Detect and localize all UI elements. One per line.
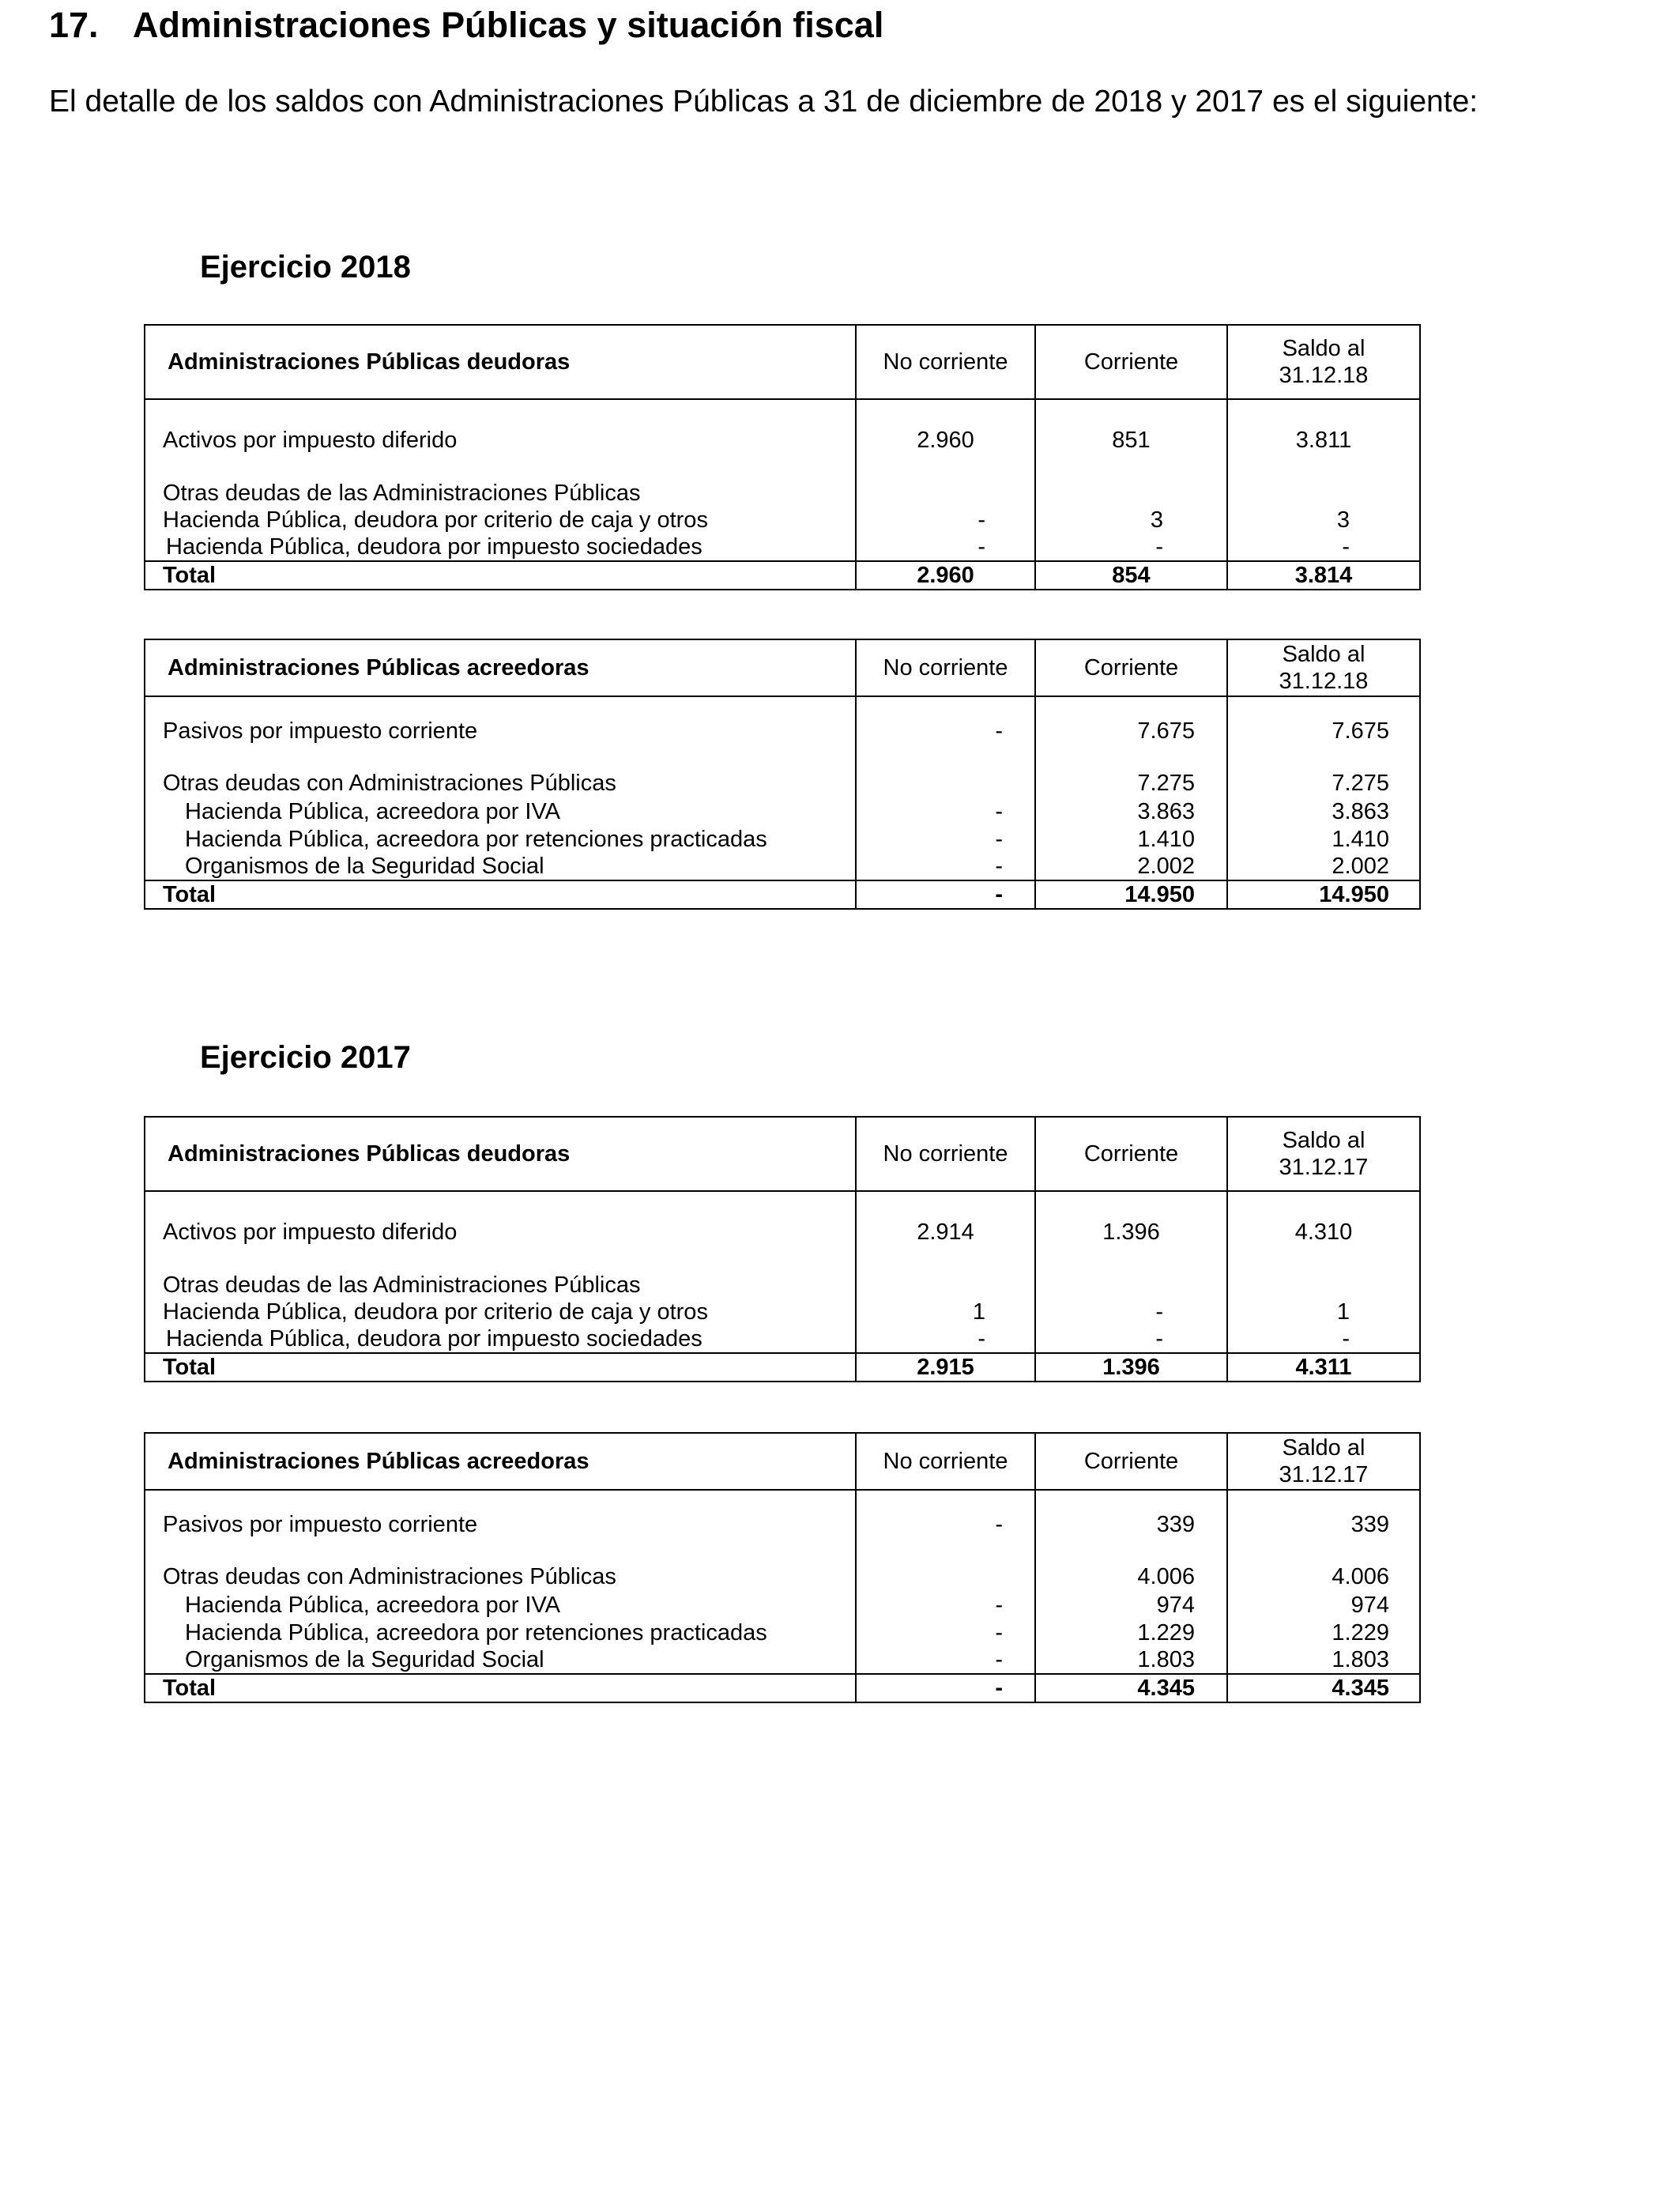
table-deudoras-2018	[144, 324, 1421, 590]
cell-saldo: 7.275	[1227, 769, 1420, 797]
table-row	[145, 533, 1420, 561]
cell-no-corriente: -	[856, 1325, 1035, 1353]
row-label: Pasivos por impuesto corriente	[145, 1502, 856, 1547]
total-row	[145, 561, 1420, 590]
cell-saldo: 2.002	[1227, 853, 1420, 880]
cell-no-corriente: 2.960	[856, 417, 1035, 464]
section-title-text: Administraciones Públicas y situación fiscal	[133, 5, 884, 45]
cell-no-corriente: -	[856, 1591, 1035, 1619]
table-row	[145, 797, 1420, 825]
cell-saldo: 3.811	[1227, 417, 1420, 464]
row-label: Hacienda Pública, acreedora por IVA	[145, 797, 856, 825]
col-header-label: Administraciones Públicas deudoras	[145, 325, 856, 399]
row-label: Total	[145, 1674, 856, 1702]
cell-corriente: 1.803	[1035, 1646, 1227, 1674]
cell-no-corriente: -	[856, 825, 1035, 853]
col-header-no-corriente: No corriente	[856, 1117, 1035, 1191]
section-title	[49, 0, 883, 51]
cell-saldo: -	[1227, 533, 1420, 561]
saldo-line-2: 31.12.18	[1279, 363, 1369, 388]
cell-no-corriente: -	[856, 880, 1035, 909]
cell-no-corriente: -	[856, 1619, 1035, 1646]
table-row	[145, 480, 1420, 507]
cell-corriente: -	[1035, 533, 1227, 561]
table-row	[145, 825, 1420, 853]
col-header-saldo	[1227, 325, 1420, 399]
row-label: Organismos de la Seguridad Social	[145, 853, 856, 880]
row-label: Otras deudas de las Administraciones Públicas	[145, 480, 856, 507]
cell-saldo: 3.814	[1227, 561, 1420, 590]
row-label: Otras deudas con Administraciones Públicas	[145, 769, 856, 797]
cell-no-corriente: 2.960	[856, 561, 1035, 590]
col-header-label: Administraciones Públicas deudoras	[145, 1117, 856, 1191]
saldo-line-1: Saldo al	[1282, 336, 1365, 361]
row-label: Hacienda Pública, deudora por impuesto sociedades	[145, 533, 856, 561]
cell-saldo: 4.310	[1227, 1208, 1420, 1256]
col-header-corriente: Corriente	[1035, 639, 1227, 696]
cell-corriente: 3	[1035, 507, 1227, 533]
row-label: Hacienda Pública, acreedora por IVA	[145, 1591, 856, 1619]
cell-saldo: -	[1227, 1325, 1420, 1353]
row-label: Hacienda Pública, deudora por impuesto sociedades	[145, 1325, 856, 1353]
table-header-row	[145, 1117, 1420, 1191]
cell-no-corriente: -	[856, 1674, 1035, 1702]
row-label: Hacienda Pública, deudora por criterio de caja y otros	[145, 1299, 856, 1325]
table-row	[145, 1591, 1420, 1619]
total-row	[145, 880, 1420, 909]
cell-corriente: 7.275	[1035, 769, 1227, 797]
col-header-saldo	[1227, 639, 1420, 696]
cell-corriente: 851	[1035, 417, 1227, 464]
cell-corriente: -	[1035, 1325, 1227, 1353]
table-row	[145, 1563, 1420, 1591]
table-row	[145, 1299, 1420, 1325]
saldo-line-2: 31.12.17	[1279, 1155, 1369, 1180]
cell-corriente: 14.950	[1035, 880, 1227, 909]
col-header-corriente: Corriente	[1035, 1117, 1227, 1191]
cell-corriente: 1.396	[1035, 1208, 1227, 1256]
cell-saldo: 1.410	[1227, 825, 1420, 853]
col-header-no-corriente: No corriente	[856, 325, 1035, 399]
table-row	[145, 1325, 1420, 1353]
cell-no-corriente: 2.914	[856, 1208, 1035, 1256]
cell-no-corriente: -	[856, 1646, 1035, 1674]
intro-paragraph: El detalle de los saldos con Administraciones Públicas a 31 de diciembre de 2018 y 2017 es el siguiente:	[49, 85, 1478, 119]
cell-corriente: -	[1035, 1299, 1227, 1325]
row-label: Hacienda Pública, deudora por criterio de caja y otros	[145, 507, 856, 533]
row-label: Hacienda Pública, acreedora por retenciones practicadas	[145, 1619, 856, 1646]
row-label: Otras deudas con Administraciones Públicas	[145, 1563, 856, 1591]
cell-saldo: 1.229	[1227, 1619, 1420, 1646]
cell-corriente: 4.345	[1035, 1674, 1227, 1702]
cell-saldo: 3	[1227, 507, 1420, 533]
table-row	[145, 1502, 1420, 1547]
row-label: Total	[145, 561, 856, 590]
table-row	[145, 853, 1420, 880]
cell-corriente: 1.229	[1035, 1619, 1227, 1646]
col-header-corriente: Corriente	[1035, 1433, 1227, 1490]
cell-corriente: 3.863	[1035, 797, 1227, 825]
table-header-row	[145, 1433, 1420, 1490]
row-label: Otras deudas de las Administraciones Públicas	[145, 1272, 856, 1299]
cell-saldo: 3.863	[1227, 797, 1420, 825]
row-label: Total	[145, 1353, 856, 1382]
cell-corriente: 854	[1035, 561, 1227, 590]
row-label: Organismos de la Seguridad Social	[145, 1646, 856, 1674]
table-deudoras-2017	[144, 1116, 1421, 1382]
cell-saldo: 4.345	[1227, 1674, 1420, 1702]
col-header-saldo	[1227, 1117, 1420, 1191]
cell-saldo: 339	[1227, 1502, 1420, 1547]
cell-no-corriente: -	[856, 797, 1035, 825]
col-header-corriente: Corriente	[1035, 325, 1227, 399]
cell-corriente: 974	[1035, 1591, 1227, 1619]
table-header-row	[145, 639, 1420, 696]
cell-no-corriente: -	[856, 507, 1035, 533]
cell-corriente: 1.396	[1035, 1353, 1227, 1382]
cell-saldo: 14.950	[1227, 880, 1420, 909]
cell-no-corriente: -	[856, 709, 1035, 753]
table-row	[145, 507, 1420, 533]
cell-no-corriente: -	[856, 853, 1035, 880]
cell-saldo: 7.675	[1227, 709, 1420, 753]
cell-no-corriente: -	[856, 1502, 1035, 1547]
table-row	[145, 1646, 1420, 1674]
saldo-line-2: 31.12.18	[1279, 669, 1369, 694]
saldo-line-1: Saldo al	[1282, 1435, 1365, 1461]
cell-no-corriente: 2.915	[856, 1353, 1035, 1382]
row-label: Activos por impuesto diferido	[145, 417, 856, 464]
col-header-saldo	[1227, 1433, 1420, 1490]
table-row	[145, 1272, 1420, 1299]
saldo-line-1: Saldo al	[1282, 642, 1365, 667]
year-heading-2018: Ejercicio 2018	[200, 250, 411, 285]
table-row	[145, 769, 1420, 797]
saldo-line-1: Saldo al	[1282, 1128, 1365, 1153]
table-header-row	[145, 325, 1420, 399]
table-acreedoras-2018	[144, 639, 1421, 910]
section-number: 17.	[49, 5, 99, 45]
cell-corriente: 4.006	[1035, 1563, 1227, 1591]
cell-saldo: 1	[1227, 1299, 1420, 1325]
row-label: Total	[145, 880, 856, 909]
table-acreedoras-2017	[144, 1432, 1421, 1703]
cell-saldo: 1.803	[1227, 1646, 1420, 1674]
cell-corriente: 2.002	[1035, 853, 1227, 880]
col-header-label: Administraciones Públicas acreedoras	[145, 1433, 856, 1490]
col-header-no-corriente: No corriente	[856, 1433, 1035, 1490]
year-heading-2017: Ejercicio 2017	[200, 1040, 411, 1075]
col-header-label: Administraciones Públicas acreedoras	[145, 639, 856, 696]
cell-corriente: 7.675	[1035, 709, 1227, 753]
total-row	[145, 1353, 1420, 1382]
row-label: Hacienda Pública, acreedora por retenciones practicadas	[145, 825, 856, 853]
table-row	[145, 1619, 1420, 1646]
row-label: Activos por impuesto diferido	[145, 1208, 856, 1256]
table-row	[145, 709, 1420, 753]
total-row	[145, 1674, 1420, 1702]
col-header-no-corriente: No corriente	[856, 639, 1035, 696]
row-label: Pasivos por impuesto corriente	[145, 709, 856, 753]
table-row	[145, 1208, 1420, 1256]
cell-saldo: 4.311	[1227, 1353, 1420, 1382]
cell-no-corriente: 1	[856, 1299, 1035, 1325]
table-row	[145, 417, 1420, 464]
cell-corriente: 1.410	[1035, 825, 1227, 853]
cell-no-corriente: -	[856, 533, 1035, 561]
cell-saldo: 974	[1227, 1591, 1420, 1619]
cell-saldo: 4.006	[1227, 1563, 1420, 1591]
saldo-line-2: 31.12.17	[1279, 1462, 1369, 1487]
cell-corriente: 339	[1035, 1502, 1227, 1547]
